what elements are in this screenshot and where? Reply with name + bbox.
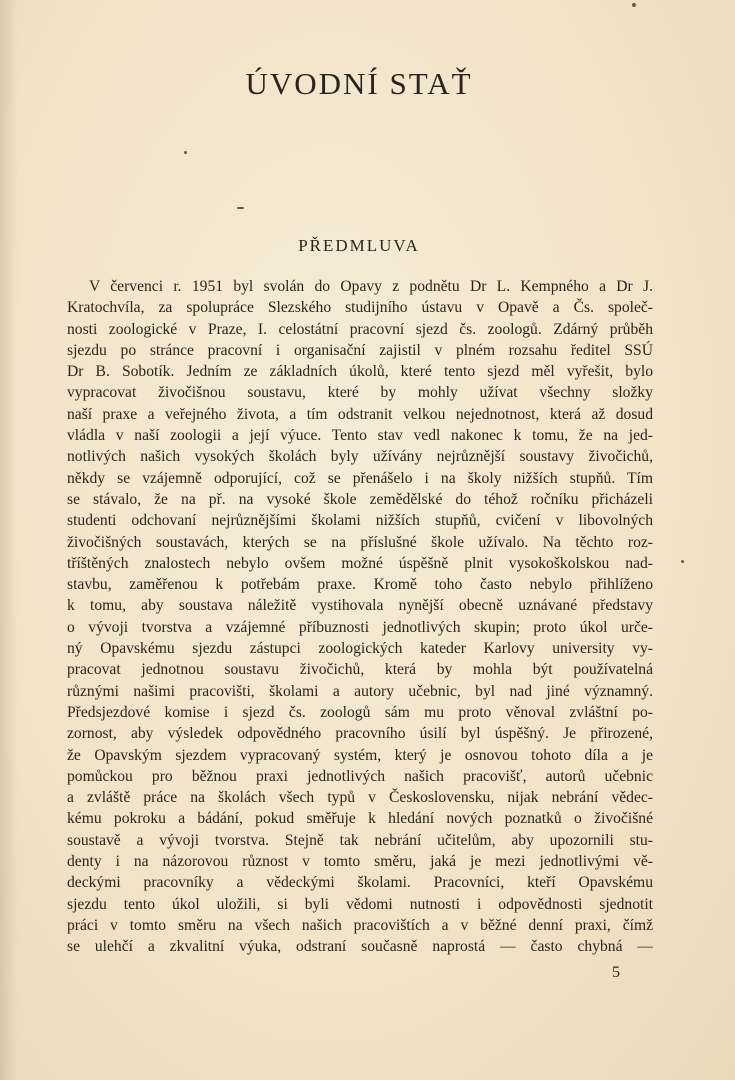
text-line: o vývoji tvorstva a vzájemné příbuznosti jednotlivých skupin; proto úkol urče- xyxy=(67,618,653,636)
text-line: živočišných soustavách, kterých se na příslušné škole užívalo. Na těchto roz- xyxy=(67,533,653,551)
text-line: denty i na názorovou různost v tomto směru, jaká je mezi jednotlivými vě- xyxy=(67,853,653,871)
text-line: a zvláště práce na školách všech typů v Československu, nijak nebrání vědec- xyxy=(67,789,653,807)
paper-speck xyxy=(632,3,636,7)
text-line: Předsjezdové komise i sjezd čs. zoologů sám mu proto věnoval zvláštní po- xyxy=(67,703,653,721)
text-line: se stávalo, že na př. na vysoké škole zemědělské do téhož ročníku přicházeli xyxy=(67,490,653,508)
text-line: vládla v naší zoologii a její výuce. Tento stav vedl nakonec k tomu, že na jed- xyxy=(67,427,653,445)
text-line: nosti zoologické v Praze, I. celostátní pracovní sjezd čs. zoologů. Zdárný průběh xyxy=(67,320,653,338)
text-line: různými našimi pracovišti, školami a autory učebnic, byl nad jiné významný. xyxy=(67,682,653,700)
text-line: práci v tomto směru na všech našich pracovištích a v běžné denní praxi, čímž xyxy=(67,916,653,934)
text-line: že Opavským sjezdem vypracovaný systém, který je osnovou tohoto díla a je xyxy=(67,746,653,764)
text-line: zornost, aby výsledek odpovědného pracovního úsilí byl úspěšný. Je přirozené, xyxy=(67,725,653,743)
text-line: pracovat jednotnou soustavu živočichů, která by mohla být používatelná xyxy=(67,661,653,679)
text-line: někdy se vzájemně odporující, což se přenášelo i na školy nižších stupňů. Tím xyxy=(67,469,653,487)
text-line: studenti odchovaní nejrůznějšími školami nižších stupňů, cvičení v libovolných xyxy=(67,512,653,530)
text-line: sjezdu tento úkol uložili, si byli vědomi nutnosti i odpovědnosti sjednotit xyxy=(67,895,653,913)
page-fold-shadow xyxy=(0,0,18,1080)
page-number: 5 xyxy=(612,964,620,981)
text-line: Kratochvíla, za spolupráce Slezského studijního ústavu v Opavě a Čs. společ- xyxy=(67,299,653,317)
text-line: vypracovat živočišnou soustavu, které by mohly užívat všechny složky xyxy=(67,384,653,402)
paper-speck xyxy=(237,207,244,209)
text-line: k tomu, aby soustava náležitě vystihovala nynější obecně uznávané představy xyxy=(67,597,653,615)
text-line: stavbu, zaměřenou k potřebám praxe. Kromě toho často nebylo přihlíženo xyxy=(67,576,653,594)
paper-speck xyxy=(184,151,187,154)
section-heading: PŘEDMLUVA xyxy=(298,236,420,255)
text-line: V červenci r. 1951 byl svolán do Opavy z podnětu Dr L. Kempného a Dr J. xyxy=(89,278,653,295)
text-line: pomůckou pro běžnou praxi jednotlivých našich pracovišť, autorů učebnic xyxy=(67,767,653,785)
text-line: notlivých našich vysokých školách byly užívány nejrůznější soustavy živočichů, xyxy=(67,448,653,466)
paper-speck xyxy=(681,560,684,563)
foreword-paragraph xyxy=(67,276,653,958)
text-line: kému pokroku a bádání, pokud směřuje k hledání nových poznatků o živočišné xyxy=(67,810,653,828)
text-line: Dr B. Sobotík. Jedním ze základních úkolů, které tento sjezd měl vyřešit, bylo xyxy=(67,363,653,381)
text-line: ný Opavskému sjezdu zástupci zoologických kateder Karlovy university vy- xyxy=(67,640,653,658)
text-line: soustavě a vývoji tvorstva. Stejně tak nebrání učitelům, aby upozornili stu- xyxy=(67,831,653,849)
text-line: naší praxe a veřejného života, a tím odstranit velkou nejednotnost, která až dosud xyxy=(67,405,653,423)
text-line: sjezdu po stránce pracovní i organisační zajistil v plném rozsahu ředitel SSÚ xyxy=(67,341,653,359)
text-line: tříštěných znalostech nebylo ovšem možné úspěšně plnit vysokoškolskou nad- xyxy=(67,554,653,572)
text-line: se ulehčí a zkvalitní výuka, odstraní současně naprostá — často chybná — xyxy=(67,938,653,956)
page-title: ÚVODNÍ STAŤ xyxy=(245,66,473,101)
text-line: deckými pracovníky a vědeckými školami. Pracovníci, kteří Opavskému xyxy=(67,874,653,892)
